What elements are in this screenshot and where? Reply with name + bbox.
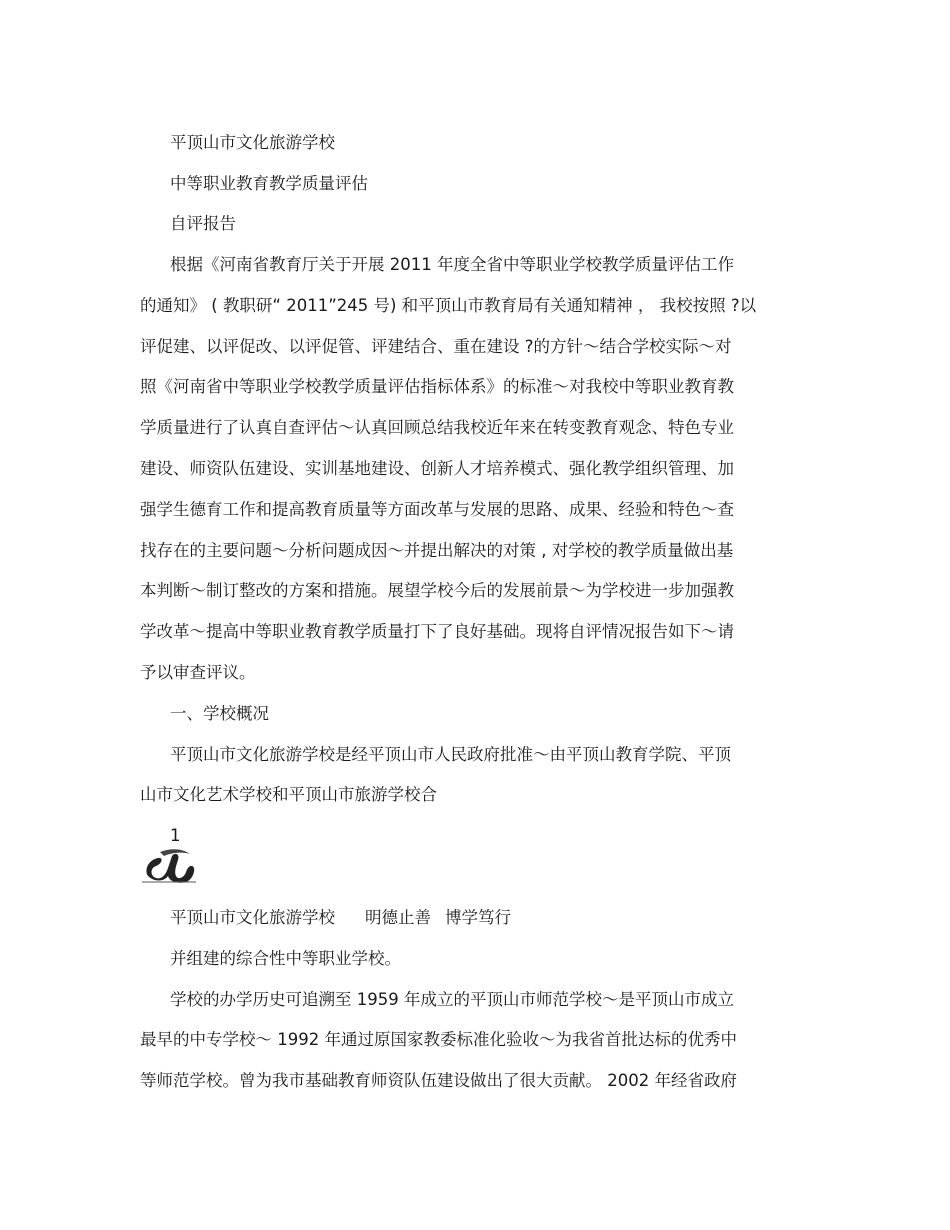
intro-line: 根据《河南省教育厅关于开展 2011 年度全省中等职业学校教学质量评估工作 <box>170 255 734 274</box>
intro-line: 本判断～制订整改的方案和措施。展望学校今后的发展前景～为学校进一步加强教 <box>140 581 734 600</box>
report-title: 自评报告 <box>170 214 236 233</box>
intro-line: 照《河南省中等职业学校教学质量评估指标体系》的标准～对我校中等职业教育教 <box>140 377 734 396</box>
school-name: 平顶山市文化旅游学校 <box>170 133 335 152</box>
school-logo-icon <box>140 846 198 886</box>
continuation-line: 并组建的综合性中等职业学校。 <box>170 949 401 968</box>
intro-line: 学改革～提高中等职业教育教学质量打下了良好基础。现将自评情况报告如下～请 <box>140 622 734 641</box>
history-line: 最早的中专学校～ 1992 年通过原国家教委标准化验收～为我省首批达标的优秀中 <box>140 1030 737 1049</box>
intro-line: 强学生德育工作和提高教育质量等方面改革与发展的思路、成果、经验和特色～查 <box>140 500 734 519</box>
intro-line: 找存在的主要问题～分析问题成因～并提出解决的对策 , 对学校的教学质量做出基 <box>140 541 734 560</box>
section-line: 平顶山市文化旅游学校是经平顶山市人民政府批准～由平顶山教育学院、平顶 <box>170 745 731 764</box>
page-number: 1 <box>170 826 181 845</box>
intro-line: 建设、师资队伍建设、实训基地建设、创新人才培养模式、强化教学组织管理、加 <box>140 459 734 478</box>
running-header-school: 平顶山市文化旅游学校 <box>170 908 335 927</box>
intro-line: 评促建、以评促改、以评促管、评建结合、重在建设 ?的方针～结合学校实际～对 <box>140 337 732 356</box>
history-line: 学校的办学历史可追溯至 1959 年成立的平顶山市师范学校～是平顶山市成立 <box>170 990 734 1009</box>
section-line: 山市文化艺术学校和平顶山市旅游学校合 <box>140 785 437 804</box>
history-line: 等师范学校。曾为我市基础教育师资队伍建设做出了很大贡献。 2002 年经省政府 <box>140 1071 737 1090</box>
report-subtitle: 中等职业教育教学质量评估 <box>170 174 368 193</box>
intro-line: 的通知》 ( 教职研“ 2011”245 号) 和平顶山市教育局有关通知精神 ， 我校按照 ?以 <box>140 296 757 315</box>
section-heading: 一、学校概况 <box>170 704 269 723</box>
intro-line: 予以审查评议。 <box>140 663 256 682</box>
running-header-motto: 博学笃行 <box>445 908 511 927</box>
running-header-motto: 明德止善 <box>365 908 431 927</box>
intro-line: 学质量进行了认真自查评估～认真回顾总结我校近年来在转变教育观念、特色专业 <box>140 418 734 437</box>
